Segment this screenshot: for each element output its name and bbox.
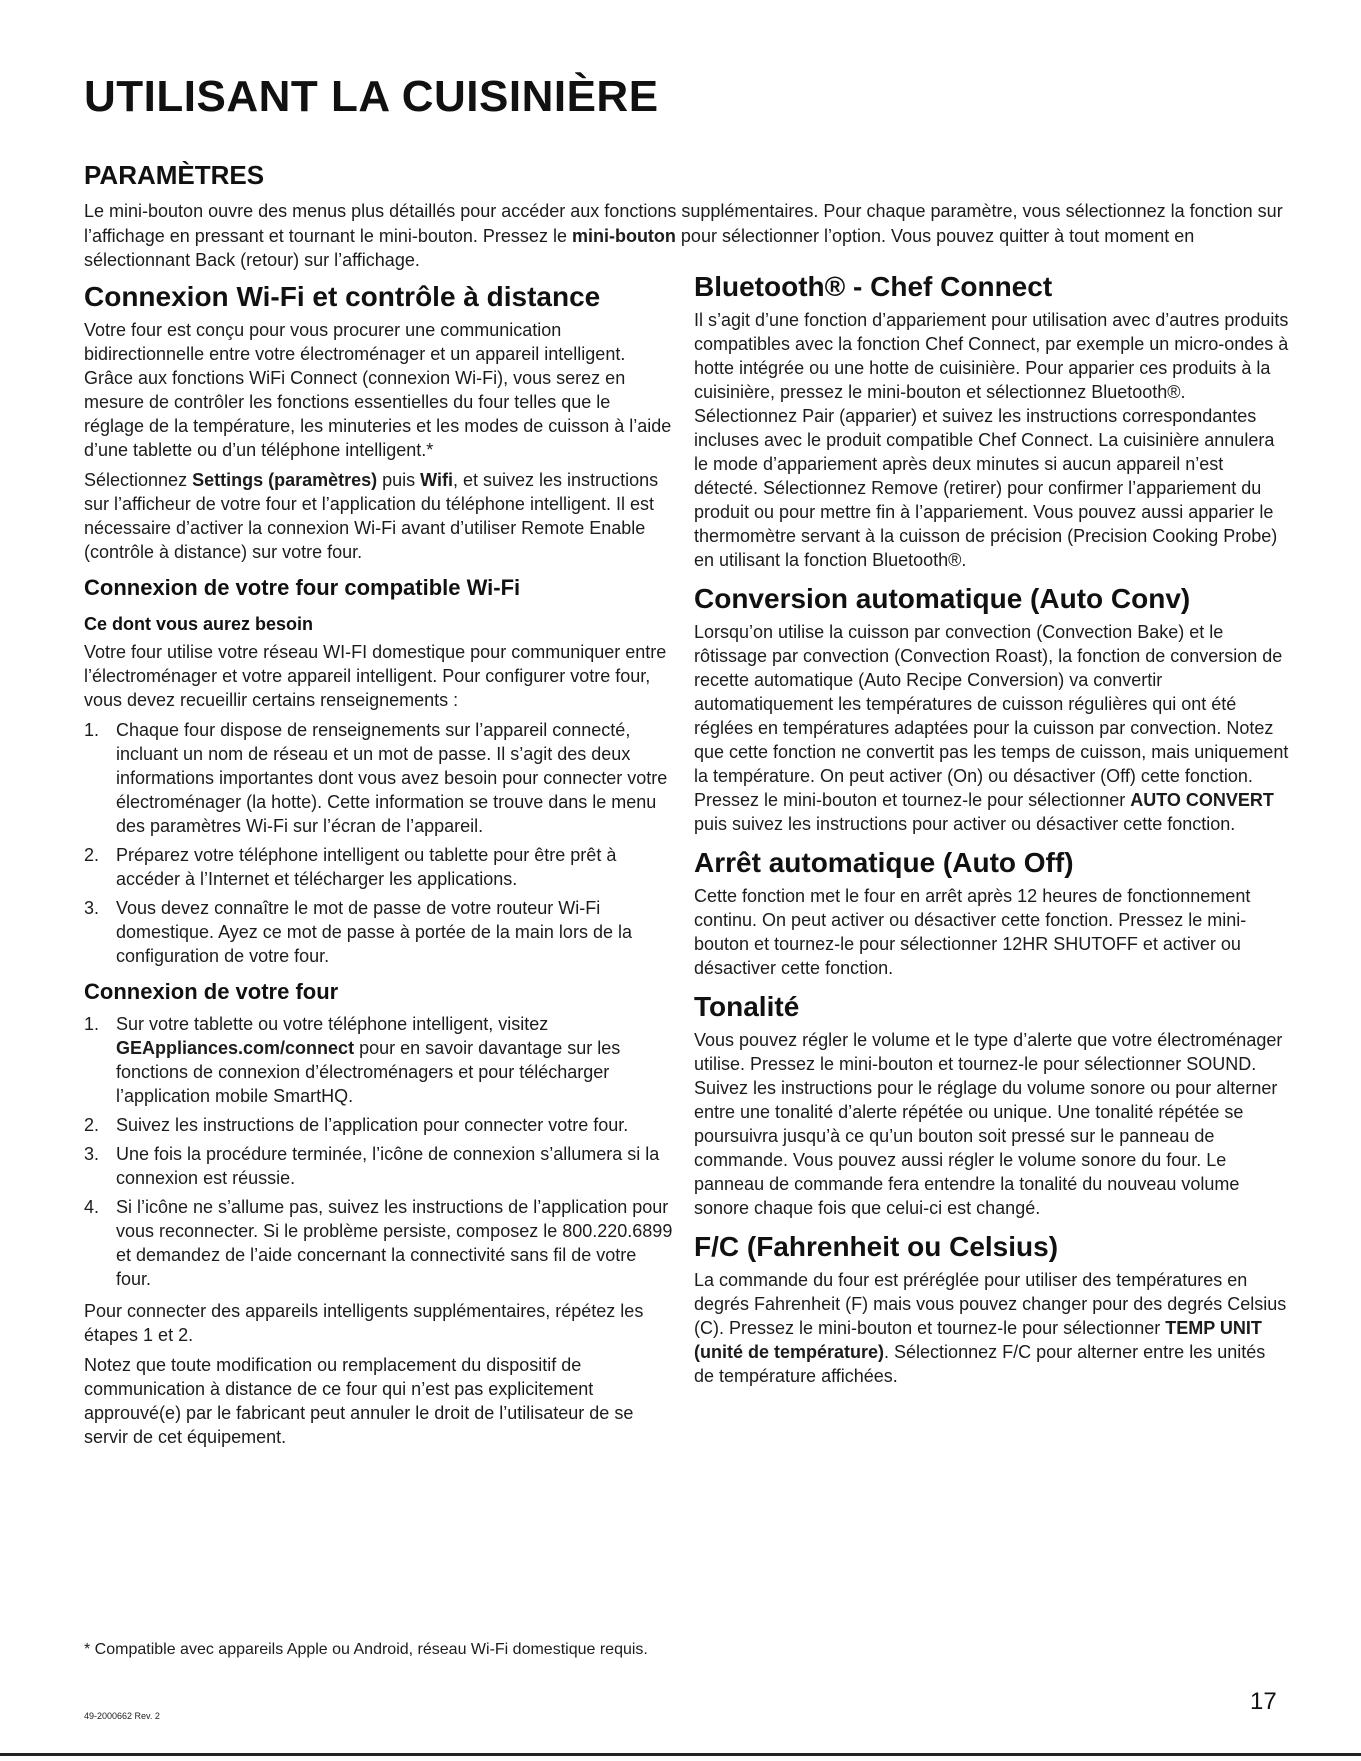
fc-text-1: La commande du four est préréglée pour utiliser des températures en degrés Fahrenheit (F) mais vous pouvez changer pour des degrés Celsius (C). Pressez le mini-bouton et tournez-le pour sélectionner (694, 1270, 1287, 1338)
auto-conv-text-1: Lorsqu’on utilise la cuisson par convection (Convection Bake) et le rôtissage par convection (Convection Roast), la fonction de conversion de recette automatique (Auto Recipe Conversion) va convertir automatiquement les températures de cuisson régulières qui ont été réglées en températures adaptées pour la cuisson par convection. Notez que cette fonction ne convertit pas les temps de cuisson, mais uniquement la température. On peut activer (On) ou désactiver (Off) cette fonction. Pressez le mini-bouton et tournez-le pour sélectionner (694, 622, 1289, 810)
fc-heading: F/C (Fahrenheit ou Celsius) (694, 1231, 1059, 1262)
list-item-number: 3. (84, 1144, 100, 1164)
list-item-text: Sur votre tablette ou votre téléphone intelligent, visitez (116, 1014, 549, 1034)
wifi-p2-text-3: , et suivez les instructions sur l’afficheur de votre four et l’application du téléphone intelligent. Il est nécessaire d’activer la connexion Wi-Fi avant d’utiliser Remote Enable (contrôle à distance) sur votre four. (84, 470, 659, 562)
wifi-paragraph-2 (84, 468, 674, 564)
list-item-number: 2. (84, 845, 100, 865)
list-item-number: 4. (84, 1197, 100, 1217)
fc-paragraph (694, 1268, 1290, 1388)
page-number: 17 (1250, 1688, 1277, 1715)
list-item-number: 1. (84, 720, 100, 740)
auto-conv-paragraph (694, 620, 1290, 836)
auto-off-heading: Arrêt automatique (Auto Off) (694, 847, 1074, 878)
list-item-text: Une fois la procédure terminée, l’icône de connexion s’allumera si la connexion est réussie. (116, 1144, 660, 1188)
footnote: * Compatible avec appareils Apple ou Android, réseau Wi-Fi domestique requis. (84, 1641, 648, 1658)
list-item-text: Chaque four dispose de renseignements sur l’appareil connecté, incluant un nom de réseau et un mot de passe. Il s’agit des deux informations importantes dont vous avez besoin pour connecter votre électroménager (la hotte). Cette information se trouve dans le menu des paramètres Wi-Fi sur l’écran de l’appareil. (116, 720, 668, 836)
auto-off-paragraph: Cette fonction met le four en arrêt après 12 heures de fonctionnement continu. On peut activer ou désactiver cette fonction. Pressez le mini-bouton et tournez-le pour sélectionner 12HR SHUTOFF et activer ou désactiver cette fonction. (694, 886, 1251, 978)
auto-convert-label: AUTO CONVERT (1130, 790, 1274, 810)
wifi-p2-wifi: Wifi (420, 470, 453, 490)
bluetooth-paragraph: Il s’agit d’une fonction d’appariement pour utilisation avec d’autres produits compatibles avec la fonction Chef Connect, par exemple un micro-ondes à hotte intégrée ou une hotte de cuisinière. Pour apparier ces produits à la cuisinière, pressez le mini-bouton et sélectionnez Bluetooth®. Sélectionnez Pair (apparier) et suivez les instructions correspondantes incluses avec le produit compatible Chef Connect. La cuisinière annulera le mode d’appariement après deux minutes si aucun appareil n’est détecté. Sélectionnez Remove (retirer) pour confirmer l’appariement du produit ou pour mettre fin à l’appariement. Vous pouvez aussi apparier le thermomètre servant à la cuisson de précision (Precision Cooking Probe) en utilisant la fonction Bluetooth®. (694, 310, 1289, 570)
list-item-number: 3. (84, 898, 100, 918)
wifi-paragraph-1: Votre four est conçu pour vous procurer une communication bidirectionnelle entre votre électroménager et un appareil intelligent. Grâce aux fonctions WiFi Connect (connexion Wi-Fi), vous serez en mesure de contrôler les fonctions essentielles du four telles que le réglage de la température, les minuteries et les modes de cuisson à l’aide d’une tablette ou d’un téléphone intelligent.* (84, 320, 672, 460)
list-item-text: Vous devez connaître le mot de passe de votre routeur Wi-Fi domestique. Ayez ce mot de passe à portée de la main lors de la configuration de votre four. (116, 898, 632, 966)
section-title: PARAMÈTRES (84, 160, 265, 190)
list-item (84, 718, 674, 838)
bottom-divider (0, 1753, 1361, 1756)
wifi-p2-text-2: puis (377, 470, 421, 490)
intro-text-2: pour sélectionner l’option. Vous pouvez quitter à tout moment en sélectionnant Back (retour) sur l’affichage. (84, 225, 1195, 270)
tone-paragraph: Vous pouvez régler le volume et le type d’alerte que votre électroménager utilise. Pressez le mini-bouton et tournez-le pour sélectionner SOUND. Suivez les instructions pour le réglage du volume sonore ou pour alterner entre une tonalité d’alerte répétée ou unique. Une tonalité répétée se poursuivra jusqu’à ce qu’un bouton soit pressé sur le panneau de commande. Vous pouvez aussi régler le volume sonore du four. Le panneau de commande fera entendre la tonalité du nouveau volume sonore chaque fois que celui-ci est changé. (694, 1030, 1283, 1218)
intro-paragraph (84, 199, 1299, 273)
modification-note-paragraph: Notez que toute modification ou remplacement du dispositif de communication à distance de ce four qui n’est pas explicitement approuvé(e) par le fabricant peut annuler le droit de l’utilisateur de se servir de cet équipement. (84, 1355, 634, 1447)
ge-appliances-link-text: GEAppliances.com/connect (116, 1038, 355, 1058)
additional-devices-paragraph: Pour connecter des appareils intelligents supplémentaires, répétez les étapes 1 et 2. (84, 1301, 644, 1345)
intro-bold-mini-bouton: mini-bouton (571, 225, 676, 246)
list-item (84, 1195, 674, 1291)
connect-heading: Connexion de votre four (84, 979, 339, 1004)
wifi-p2-text-1: Sélectionnez (84, 470, 193, 490)
list-item (84, 1113, 674, 1137)
wifi-p2-settings: Settings (paramètres) (192, 470, 378, 490)
list-item-text: Si l’icône ne s’allume pas, suivez les instructions de l’application pour vous reconnecter. Si le problème persiste, composez le 800.220.6899 et demandez de l’aide concernant la connectivité sans fil de votre four. (116, 1197, 673, 1289)
compatible-paragraph: Votre four utilise votre réseau WI-FI domestique pour communiquer entre l’électroménager et votre appareil intelligent. Pour configurer votre four, vous devez recueillir certains renseignements : (84, 642, 667, 710)
temp-unit-label: TEMP UNIT (unité de température) (694, 1318, 1262, 1362)
right-column (694, 270, 1290, 1394)
list-item (84, 1012, 674, 1108)
list-item-text: Suivez les instructions de l’application pour connecter votre four. (116, 1115, 629, 1135)
fc-text-2: . Sélectionnez F/C pour alterner entre les unités de température affichées. (694, 1342, 1266, 1386)
bluetooth-heading: Bluetooth® - Chef Connect (694, 271, 1053, 302)
wifi-heading: Connexion Wi-Fi et contrôle à distance (84, 281, 601, 312)
list-item-text: Préparez votre téléphone intelligent ou tablette pour être prêt à accéder à l’Internet et télécharger les applications. (116, 845, 617, 889)
list-item (84, 1142, 674, 1190)
compatible-heading: Connexion de votre four compatible Wi-Fi (84, 575, 521, 600)
list-item (84, 843, 674, 891)
list-item-text: pour en savoir davantage sur les fonctions de connexion d’électroménagers et pour télécharger l’application mobile SmartHQ. (116, 1038, 621, 1106)
needs-subheading: Ce dont vous aurez besoin (84, 614, 314, 634)
page-title: UTILISANT LA CUISINIÈRE (84, 72, 659, 121)
needs-list (84, 718, 674, 968)
connect-steps-list (84, 1012, 674, 1291)
document-number: 49-2000662 Rev. 2 (84, 1711, 160, 1721)
tone-heading: Tonalité (694, 991, 800, 1022)
list-item-number: 2. (84, 1115, 100, 1135)
auto-conv-text-2: puis suivez les instructions pour activer ou désactiver cette fonction. (694, 814, 1236, 834)
list-item (84, 896, 674, 968)
auto-conv-heading: Conversion automatique (Auto Conv) (694, 583, 1191, 614)
intro-text-1: Le mini-bouton ouvre des menus plus détaillés pour accéder aux fonctions supplémentaires. Pour chaque paramètre, vous sélectionnez la fonction sur l’affichage en pressant et tournant le mini-bouton. Pressez le (84, 201, 1283, 246)
left-column (84, 280, 674, 1455)
list-item-number: 1. (84, 1014, 100, 1034)
